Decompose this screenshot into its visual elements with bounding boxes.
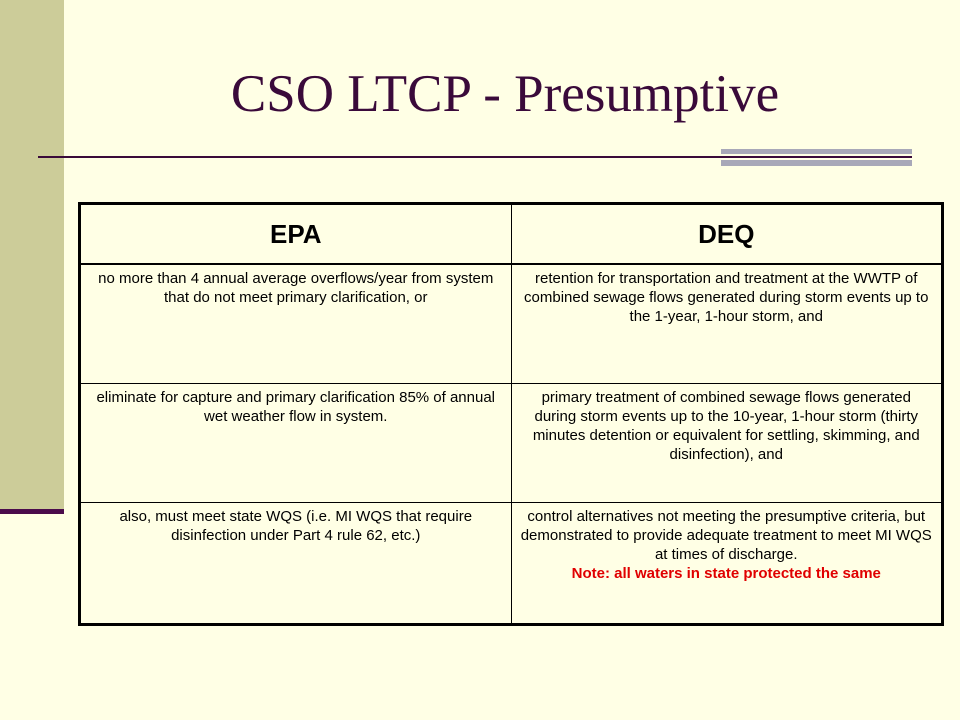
title-rule-accent-top [721,149,912,154]
comparison-table [78,202,944,626]
cell-deq-3-text: control alternatives not meeting the presumptive criteria, but demonstrated to provide adequate treatment to meet MI WQS at times of discharge. [520,508,932,563]
deq-note: Note: all waters in state protected the same [571,565,881,582]
table-row [80,384,943,503]
cell-deq-3 [511,503,943,625]
cell-epa-1: no more than 4 annual average overflows/year from system that do not meet primary clarification, or [80,264,512,384]
cell-deq-2: primary treatment of combined sewage flows generated during storm events up to the 10-year, 1-hour storm (thirty minutes detention or equivalent for settling, skimming, and disinfection), and [511,384,943,503]
cell-deq-1: retention for transportation and treatment at the WWTP of combined sewage flows generated during storm events up to the 1-year, 1-hour storm, and [511,264,943,384]
header-epa: EPA [80,204,512,265]
table-header-row [80,204,943,265]
table-row [80,503,943,625]
header-deq: DEQ [511,204,943,265]
left-sidebar-underline [0,509,64,514]
cell-epa-3: also, must meet state WQS (i.e. MI WQS that require disinfection under Part 4 rule 62, etc.) [80,503,512,625]
cell-epa-2: eliminate for capture and primary clarification 85% of annual wet weather flow in system. [80,384,512,503]
slide-title: CSO LTCP - Presumptive [230,65,780,123]
table-row [80,264,943,384]
title-rule-accent-bottom [721,160,912,166]
title-rule-line [38,156,912,158]
